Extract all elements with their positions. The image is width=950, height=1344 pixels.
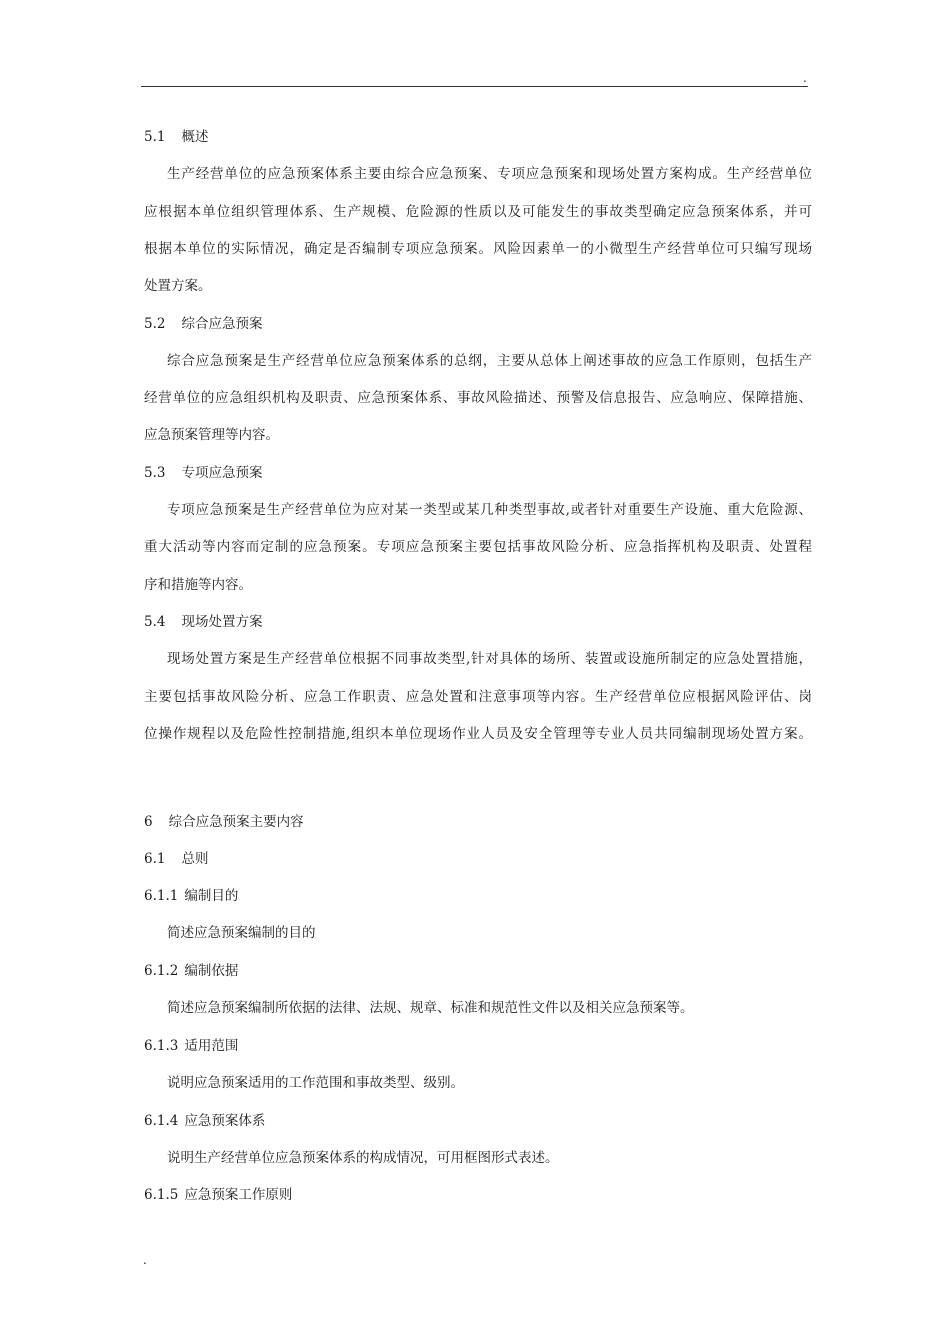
section-title: 适用范围 bbox=[184, 1038, 239, 1054]
footer-mark: . bbox=[143, 1253, 147, 1267]
section-heading-6 bbox=[144, 813, 304, 831]
header-mark: . bbox=[803, 71, 807, 85]
section-heading-6-1-2 bbox=[144, 962, 238, 980]
paragraph-line: 序和措施等内容。 bbox=[144, 577, 252, 593]
section-number: 6.1.3 bbox=[144, 1038, 179, 1054]
section-heading-6-1 bbox=[144, 850, 208, 868]
section-heading-6-1-3 bbox=[144, 1037, 238, 1055]
section-number: 6 bbox=[144, 814, 153, 830]
paragraph-line: 简述应急预案编制所依据的法律、法规、规章、标准和规范性文件以及相关应急预案等。 bbox=[167, 1000, 694, 1016]
paragraph-line: 重大活动等内容而定制的应急预案。专项应急预案主要包括事故风险分析、应急指挥机构及职责、处置程 bbox=[144, 539, 812, 555]
paragraph-line: 位操作规程以及危险性控制措施,组织本单位现场作业人员及安全管理等专业人员共同编制现场处置方案。 bbox=[144, 726, 812, 742]
section-title: 现场处置方案 bbox=[181, 614, 263, 630]
paragraph-line: 生产经营单位的应急预案体系主要由综合应急预案、专项应急预案和现场处置方案构成。生产经营单位 bbox=[167, 166, 812, 182]
section-title: 编制依据 bbox=[184, 963, 239, 979]
section-number: 6.1.1 bbox=[144, 888, 179, 904]
section-number: 5.3 bbox=[144, 465, 166, 481]
section-number: 6.1.2 bbox=[144, 963, 179, 979]
paragraph-line: 根据本单位的实际情况，确定是否编制专项应急预案。风险因素单一的小微型生产经营单位可只编写现场 bbox=[144, 241, 812, 257]
paragraph-line: 经营单位的应急组织机构及职责、应急预案体系、事故风险描述、预警及信息报告、应急响应、保障措施、 bbox=[144, 390, 812, 406]
section-heading-6-1-1 bbox=[144, 887, 238, 905]
section-number: 5.1 bbox=[144, 129, 166, 145]
section-number: 5.2 bbox=[144, 316, 166, 332]
section-title: 应急预案体系 bbox=[184, 1113, 266, 1129]
section-heading-6-1-5 bbox=[144, 1186, 292, 1204]
paragraph-line: 说明生产经营单位应急预案体系的构成情况，可用框图形式表述。 bbox=[167, 1150, 559, 1166]
section-heading-6-1-4 bbox=[144, 1112, 265, 1130]
section-number: 6.1 bbox=[144, 851, 166, 867]
paragraph-line: 综合应急预案是生产经营单位应急预案体系的总纲，主要从总体上阐述事故的应急工作原则，包括生产 bbox=[167, 353, 812, 369]
section-heading-5-3 bbox=[144, 464, 262, 482]
section-title: 应急预案工作原则 bbox=[184, 1187, 293, 1203]
section-heading-5-1 bbox=[144, 128, 208, 146]
paragraph-line: 专项应急预案是生产经营单位为应对某一类型或某几种类型事故,或者针对重要生产设施、重大危险源、 bbox=[167, 502, 812, 518]
paragraph-line: 说明应急预案适用的工作范围和事故类型、级别。 bbox=[167, 1075, 464, 1091]
paragraph-line: 简述应急预案编制的目的 bbox=[167, 925, 316, 941]
section-title: 编制目的 bbox=[184, 888, 239, 904]
section-title: 专项应急预案 bbox=[181, 465, 263, 481]
section-title: 总则 bbox=[181, 851, 209, 867]
section-title: 概述 bbox=[181, 129, 209, 145]
section-number: 6.1.4 bbox=[144, 1113, 179, 1129]
paragraph-line: 应急预案管理等内容。 bbox=[144, 427, 279, 443]
paragraph-line: 现场处置方案是生产经营单位根据不同事故类型,针对具体的场所、装置或设施所制定的应急处置措施， bbox=[167, 651, 812, 667]
section-title: 综合应急预案主要内容 bbox=[168, 814, 304, 830]
paragraph-line: 处置方案。 bbox=[144, 278, 212, 294]
paragraph-line: 应根据本单位组织管理体系、生产规模、危险源的性质以及可能发生的事故类型确定应急预案体系，并可 bbox=[144, 204, 812, 220]
section-heading-5-2 bbox=[144, 315, 262, 333]
section-heading-5-4 bbox=[144, 613, 262, 631]
section-number: 6.1.5 bbox=[144, 1187, 179, 1203]
header-rule bbox=[141, 86, 808, 87]
section-title: 综合应急预案 bbox=[181, 316, 263, 332]
section-number: 5.4 bbox=[144, 614, 166, 630]
paragraph-line: 主要包括事故风险分析、应急工作职责、应急处置和注意事项等内容。生产经营单位应根据风险评估、岗 bbox=[144, 689, 812, 705]
